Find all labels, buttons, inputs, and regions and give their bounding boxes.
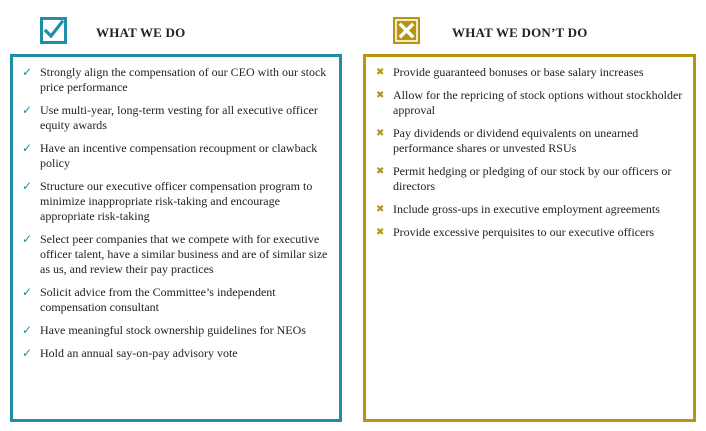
x-bullet-icon: ✖ [376, 67, 385, 78]
item-text: Select peer companies that we compete with for executive officer talent, have a similar business and are of similar size as us, and review their pay practices [40, 232, 328, 276]
x-bullet-icon: ✖ [376, 166, 385, 177]
x-bullet-icon: ✖ [376, 227, 385, 238]
list-item [375, 202, 685, 217]
list-item [22, 285, 331, 315]
x-mark-icon [393, 17, 420, 44]
list-item [375, 88, 685, 118]
list-item [22, 323, 331, 338]
list-item [375, 65, 685, 80]
item-text: Include gross-ups in executive employment agreements [393, 202, 660, 216]
list-item [375, 225, 685, 240]
item-text: Have an incentive compensation recoupment or clawback policy [40, 141, 318, 170]
check-bullet-icon: ✓ [22, 141, 33, 155]
item-text: Provide guaranteed bonuses or base salary increases [393, 65, 644, 79]
item-text: Strongly align the compensation of our CEO with our stock price performance [40, 65, 327, 94]
checkmark-icon [43, 20, 64, 41]
what-we-do-list [13, 57, 339, 361]
item-text: Pay dividends or dividend equivalents on unearned performance shares or unvested RSUs [393, 126, 639, 155]
item-text: Use multi-year, long-term vesting for all executive officer equity awards [40, 103, 318, 132]
what-we-do-panel [10, 54, 342, 422]
list-item [375, 164, 685, 194]
item-text: Provide excessive perquisites to our executive officers [393, 225, 655, 239]
x-box-icon [393, 17, 420, 44]
list-item [22, 179, 331, 224]
check-bullet-icon: ✓ [22, 65, 33, 79]
item-text: Have meaningful stock ownership guidelines for NEOs [40, 323, 306, 337]
check-bullet-icon: ✓ [22, 346, 33, 360]
what-we-dont-do-list [366, 57, 693, 240]
x-bullet-icon: ✖ [376, 128, 385, 139]
list-item [22, 346, 331, 361]
x-bullet-icon: ✖ [376, 204, 385, 215]
list-item [22, 232, 331, 277]
check-bullet-icon: ✓ [22, 285, 33, 299]
item-text: Structure our executive officer compensation program to minimize inappropriate risk-taking and encourage appropriate risk-taking [40, 179, 313, 223]
list-item [22, 141, 331, 171]
list-item [22, 65, 331, 95]
list-item [22, 103, 331, 133]
check-bullet-icon: ✓ [22, 323, 33, 337]
item-text: Solicit advice from the Committee’s independent compensation consultant [40, 285, 276, 314]
checked-box-icon [40, 17, 67, 44]
item-text: Hold an annual say-on-pay advisory vote [40, 346, 238, 360]
check-bullet-icon: ✓ [22, 179, 33, 193]
x-bullet-icon: ✖ [376, 90, 385, 101]
what-we-dont-do-title: WHAT WE DON’T DO [452, 25, 588, 40]
list-item [375, 126, 685, 156]
item-text: Allow for the repricing of stock options without stockholder approval [393, 88, 683, 117]
item-text: Permit hedging or pledging of our stock by our officers or directors [393, 164, 672, 193]
what-we-dont-do-panel [363, 54, 696, 422]
what-we-do-title: WHAT WE DO [96, 25, 186, 40]
check-bullet-icon: ✓ [22, 103, 33, 117]
check-bullet-icon: ✓ [22, 232, 33, 246]
